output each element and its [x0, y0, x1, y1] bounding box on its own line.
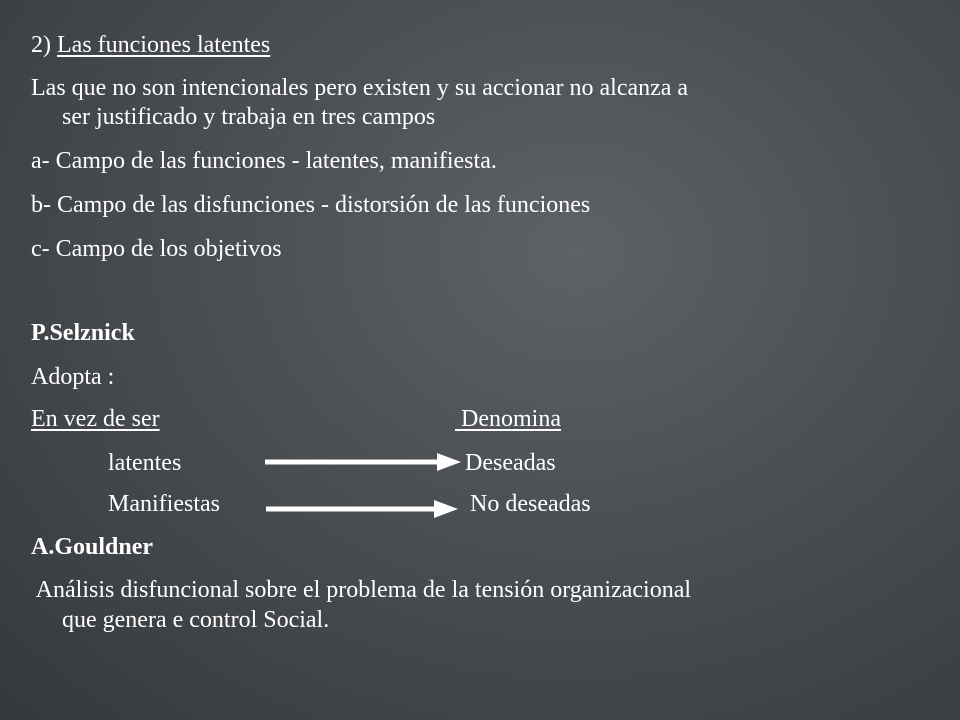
- adopta-label: Adopta :: [31, 364, 115, 390]
- field-a: a- Campo de las funciones - latentes, manifiesta.: [31, 148, 497, 174]
- arrow-right-icon: [264, 499, 460, 519]
- analysis-line-2: que genera e control Social.: [62, 607, 330, 633]
- author-selznick: P.Selznick: [31, 320, 135, 346]
- section-heading: [31, 32, 270, 59]
- row2-left-term: Manifiestas: [108, 491, 220, 517]
- field-c: c- Campo de los objetivos: [31, 236, 282, 262]
- analysis-line-1: Análisis disfuncional sobre el problema de la tensión organizacional: [31, 577, 692, 603]
- row1-left-term: latentes: [108, 450, 182, 476]
- row1-right-term: Deseadas: [465, 450, 556, 476]
- arrow-right-icon: [263, 452, 463, 472]
- author-gouldner: A.Gouldner: [31, 534, 154, 560]
- intro-text-line-1: Las que no son intencionales pero existen y su accionar no alcanza a: [31, 75, 689, 101]
- heading-number: 2): [31, 32, 57, 58]
- row2-right-term: No deseadas: [470, 491, 591, 517]
- column-header-left: En vez de ser: [31, 406, 160, 432]
- intro-text-line-2: ser justificado y trabaja en tres campos: [62, 104, 436, 130]
- column-header-right: Denomina: [455, 406, 561, 432]
- field-b: b- Campo de las disfunciones - distorsión de las funciones: [31, 192, 591, 218]
- heading-title: Las funciones latentes: [57, 32, 271, 58]
